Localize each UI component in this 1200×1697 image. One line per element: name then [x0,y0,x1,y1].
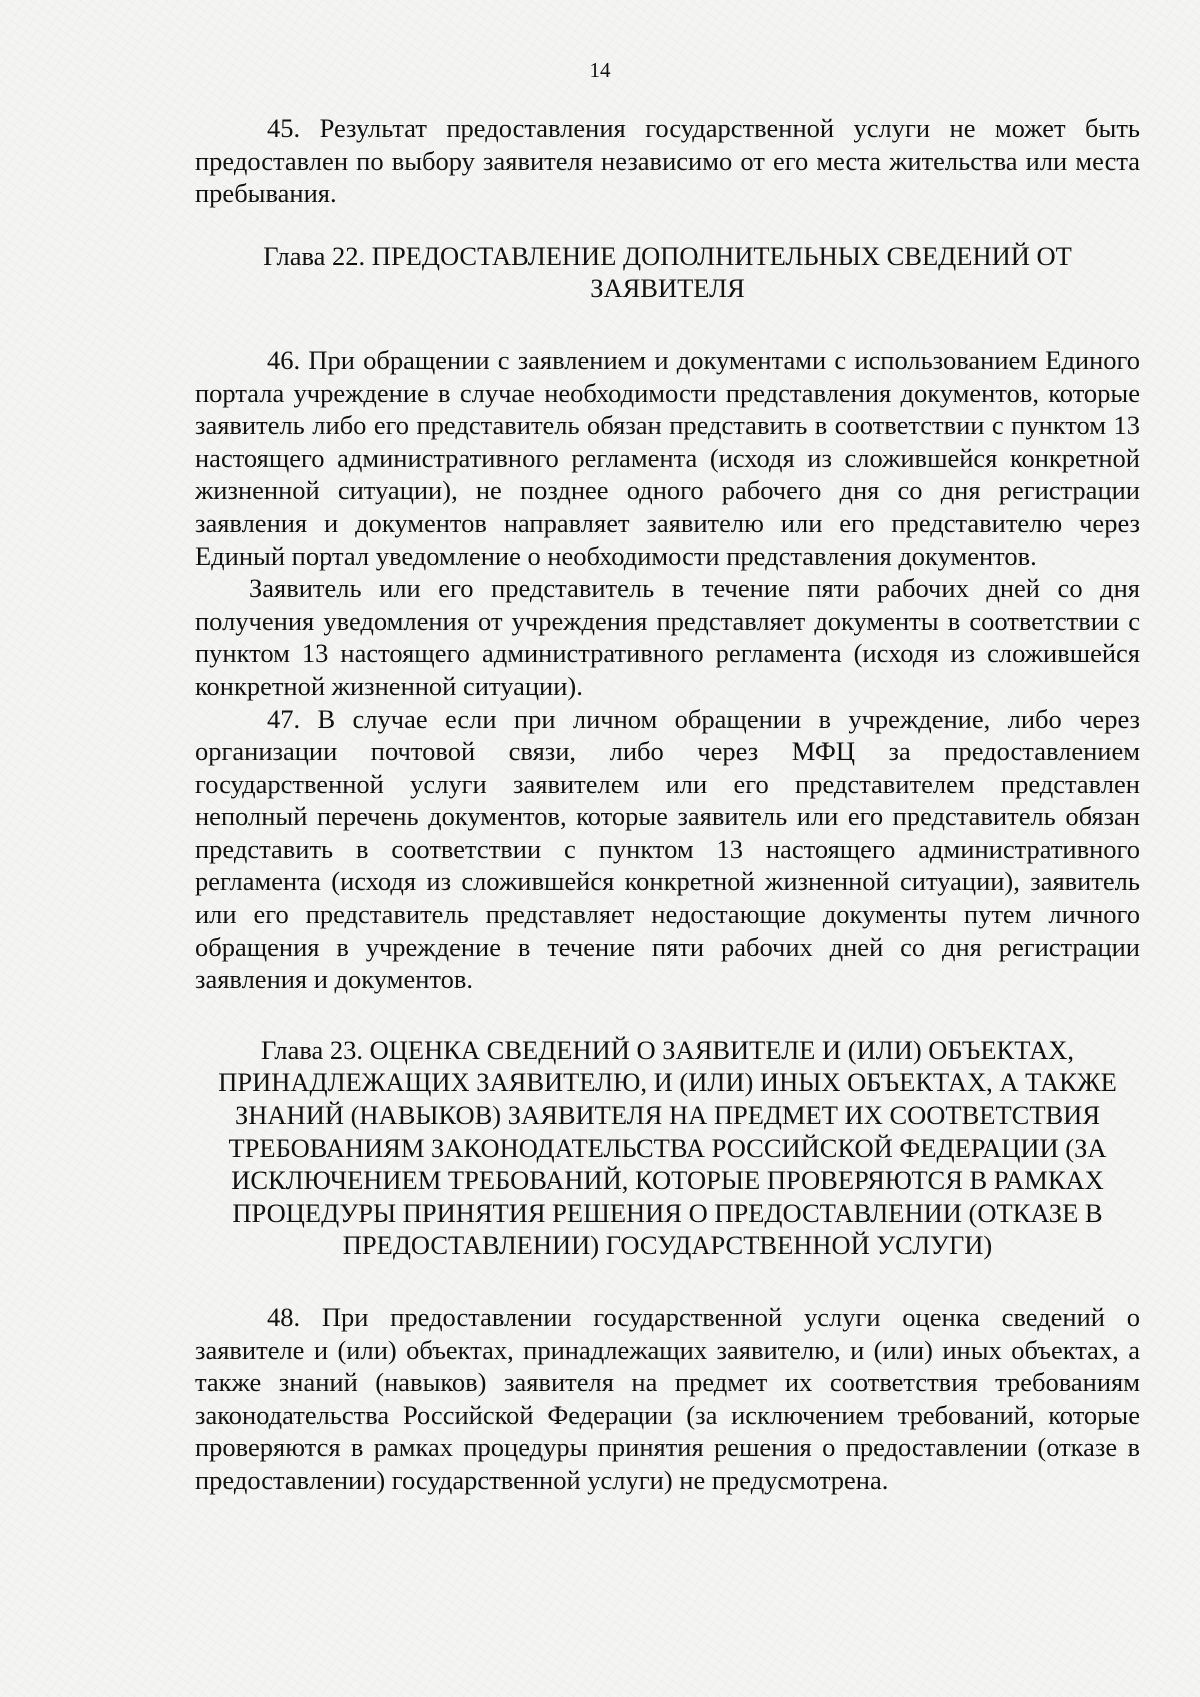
chapter-22-title [195,240,1140,305]
chapter-22-title-text: Глава 22. ПРЕДОСТАВЛЕНИЕ ДОПОЛНИТЕЛЬНЫХ СВЕДЕНИЙ ОТ ЗАЯВИТЕЛЯ [263,240,1072,304]
paragraph-45: 45. Результат предоставления государственной услуги не может быть предоставлен по выбору заявителя независимо от его места жительства или места пребывания. [195,113,1140,209]
document-body [195,112,1140,1497]
paragraph-48: 48. При предоставлении государственной услуги оценка сведений о заявителе и (или) объектах, принадлежащих заявителю, и (или) иных объектах, а также знаний (навыков) заявителя на предмет их соответствия требованиям законодательства Российской Федерации (за исключением требований, которые проверяются в рамках процедуры принятия решения о предоставлении (отказе в предоставлении) государственной услуги) не предусмотрена. [195,1302,1140,1495]
chapter-23-title [195,1034,1140,1262]
paragraph-46-continued: Заявитель или его представитель в течение пяти рабочих дней со дня получения уведомления от учреждения представляет документы в соответствии с пунктом 13 настоящего административного регламента (исходя из сложившейся конкретной жизненной ситуации). [195,573,1140,701]
page-number: 14 [589,58,611,82]
paragraph-46: 46. При обращении с заявлением и документами с использованием Единого портала учреждение в случае необходимости представления документов, которые заявитель либо его представитель обязан представить в соответствии с пунктом 13 настоящего административного регламента (исходя из сложившейся конкретной жизненной ситуации), не позднее одного рабочего дня со дня регистрации заявления и документов направляет заявителю или его представителю через Единый портал уведомление о необходимости представления документов. [195,344,1140,571]
paragraph-47: 47. В случае если при личном обращении в учреждение, либо через организации почтовой связи, либо через МФЦ за предоставлением государственной услуги заявителем или его представителем представлен неполный перечень документов, которые заявитель или его представитель обязан представить в соответствии с пунктом 13 настоящего административного регламента (исходя из сложившейся конкретной жизненной ситуации), заявитель или его представитель представляет недостающие документы путем личного обращения в учреждение в течение пяти рабочих дней со дня регистрации заявления и документов. [195,703,1140,995]
chapter-23-title-text: Глава 23. ОЦЕНКА СВЕДЕНИЙ О ЗАЯВИТЕЛЕ И (ИЛИ) ОБЪЕКТАХ, ПРИНАДЛЕЖАЩИХ ЗАЯВИТЕЛЮ, И (ИЛИ) ИНЫХ ОБЪЕКТАХ, А ТАКЖЕ ЗНАНИЙ (НАВЫКОВ) ЗАЯВИТЕЛЯ НА ПРЕДМЕТ ИХ СООТВЕТСТВИЯ ТРЕБОВАНИЯМ ЗАКОНОДАТЕЛЬСТВА РОССИЙСКОЙ ФЕДЕРАЦИИ (ЗА ИСКЛЮЧЕНИЕМ ТРЕБОВАНИЙ, КОТОРЫЕ ПРОВЕРЯЮТСЯ В РАМКАХ ПРОЦЕДУРЫ ПРИНЯТИЯ РЕШЕНИЯ О ПРЕДОСТАВЛЕНИИ (ОТКАЗЕ В ПРЕДОСТАВЛЕНИИ) ГОСУДАРСТВЕННОЙ УСЛУГИ) [218,1034,1117,1261]
